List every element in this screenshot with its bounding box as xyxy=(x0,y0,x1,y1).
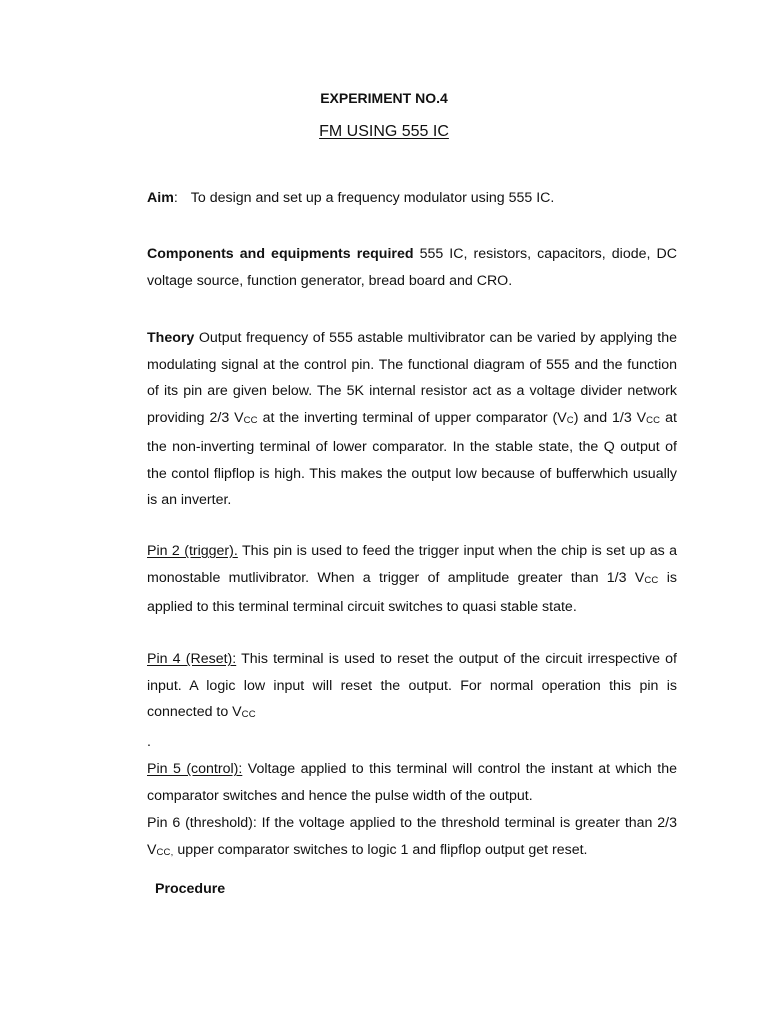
components-text: 555 IC, resistors, capacitors, diode, DC voltage source, function generator, bread board and CRO. xyxy=(147,246,677,289)
theory-text-2: at the inverting terminal of upper comparator (V xyxy=(257,409,567,426)
pin2-text-1: This pin is used to feed the trigger input when the chip is set up as a monostable mutlivibrator. When a trigger of amplitude greater than 1/3 V xyxy=(147,543,678,586)
aim-separator: : xyxy=(173,190,178,206)
subscript-cc: CC xyxy=(241,709,256,720)
pin6-text-1: Pin 6 (threshold): If the voltage applied to the threshold terminal is greater than 2/3 V xyxy=(147,815,677,858)
pin2-paragraph xyxy=(147,538,677,621)
aim-text: To design and set up a frequency modulator using 555 IC. xyxy=(190,190,555,206)
pin2-text-2: is applied to this terminal terminal circuit switches to quasi stable state. xyxy=(147,569,678,615)
subscript-cc: CC, xyxy=(156,846,174,858)
pin4-paragraph xyxy=(147,646,677,729)
procedure-heading: Procedure xyxy=(155,881,226,897)
pin6-text-2: upper comparator switches to logic 1 and flipflop output get reset. xyxy=(173,841,588,858)
subscript-cc: CC xyxy=(644,574,659,586)
pin6-paragraph xyxy=(147,810,677,866)
theory-paragraph xyxy=(147,325,677,514)
page-title: FM USING 555 IC xyxy=(319,123,449,140)
theory-label: Theory xyxy=(147,330,195,346)
aim-label: Aim xyxy=(147,190,174,206)
components-label: Components and equipments required xyxy=(147,246,414,262)
subscript-c: C xyxy=(566,414,574,426)
stray-period: . xyxy=(147,734,151,750)
experiment-number: EXPERIMENT NO.4 xyxy=(320,90,448,106)
aim-paragraph xyxy=(147,185,677,212)
theory-text-3: ) and 1/3 V xyxy=(573,409,647,426)
pin2-label: Pin 2 (trigger). xyxy=(147,543,238,559)
pin5-paragraph xyxy=(147,756,677,809)
subscript-cc: CC xyxy=(646,414,661,426)
pin5-label: Pin 5 (control): xyxy=(147,761,243,777)
pin4-text-1: This terminal is used to reset the output of the circuit irrespective of input. A logic low input will reset the output. For normal operation this pin is connected to V xyxy=(147,651,677,720)
theory-text-1: Output frequency of 555 astable multivibrator can be varied by applying the modulating signal at the control pin. The functional diagram of 555 and the function of its pin are given below. The 5K internal resistor act as a voltage divider network providing 2/3 V xyxy=(147,330,677,426)
components-paragraph xyxy=(147,241,677,294)
theory-text-4: at the non-inverting terminal of lower comparator. In the stable state, the Q output of the contol flipflop is high. This makes the output low because of bufferwhich usually is an inverter. xyxy=(147,409,677,508)
pin5-text: Voltage applied to this terminal will control the instant at which the comparator switches and hence the pulse width of the output. xyxy=(147,761,677,804)
pin4-label: Pin 4 (Reset): xyxy=(147,651,237,667)
subscript-cc: CC xyxy=(243,414,258,426)
